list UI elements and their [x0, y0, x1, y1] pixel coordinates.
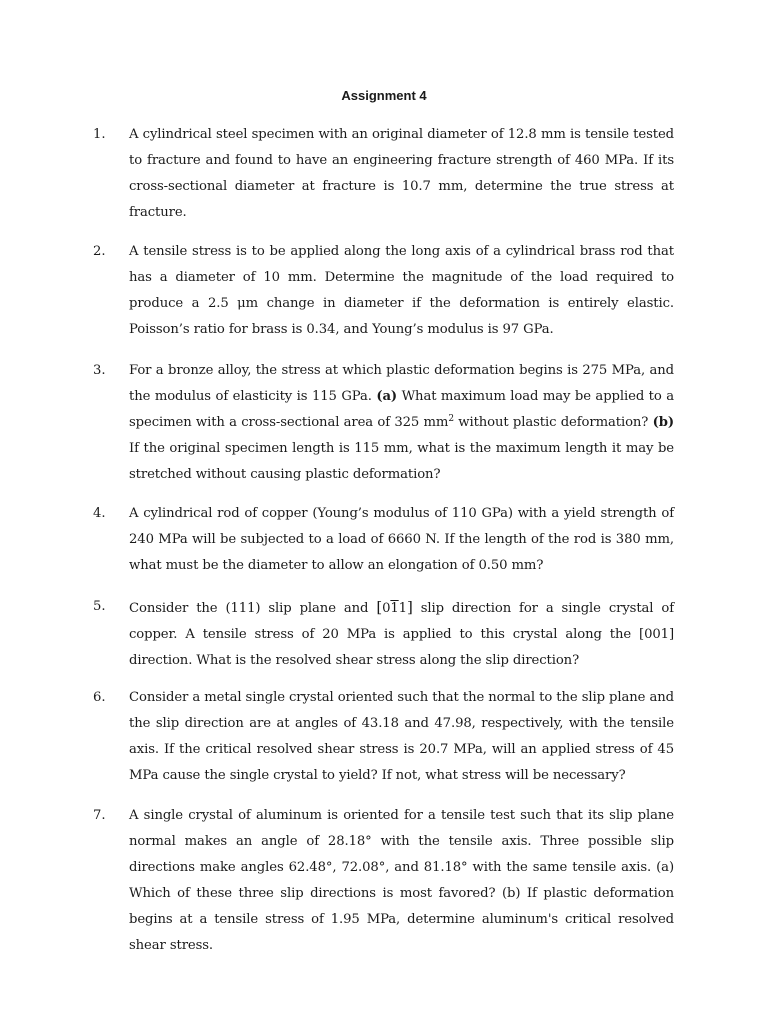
question-text: A cylindrical rod of copper (Young’s modulus of 110 GPa) with a yield strength of 240 MPa will be subjected to a load of 6660 N. If the length of the rod is 380 mm, what must be the diameter to allow an elongation of 0.50 mm?	[129, 506, 674, 573]
question-number: 5.	[93, 599, 106, 614]
page-title: Assignment 4	[341, 88, 427, 103]
micrometer-unit: μm	[237, 296, 259, 311]
question-text: Consider the (111) slip plane and [011] slip direction for a single crystal of copper. A tensile stress of 20 MPa is applied to this crystal along the [001] direction. What is the resolved shear stress along the slip direction?	[129, 598, 674, 668]
question-text: A tensile stress is to be applied along the long axis of a cylindrical brass rod that has a diameter of 10 mm. Determine the magnitude of the load required to produce a 2.5 μm change in diameter if the deformation is entirely elastic. Poisson’s ratio for brass is 0.34, and Young’s modulus is 97 GPa.	[129, 244, 674, 337]
part-b-label: (b)	[652, 415, 674, 430]
question-number: 2.	[93, 244, 106, 259]
question-text: A single crystal of aluminum is oriented for a tensile test such that its slip plane normal makes an angle of 28.18° with the tensile axis. Three possible slip directions make angles 62.48°, 72.08°, and 81.18° with the same tensile axis. (a) Which of these three slip directions is most favored? (b) If plastic deformation begins at a tensile stress of 1.95 MPa, determine aluminum's critical resolved shear stress.	[129, 808, 674, 953]
part-a-label: (a)	[376, 389, 398, 404]
question-text: A cylindrical steel specimen with an original diameter of 12.8 mm is tensile tested to fracture and found to have an engineering fracture strength of 460 MPa. If its cross-sectional diameter at fracture is 10.7 mm, determine the true stress at fracture.	[129, 127, 674, 220]
question-number: 6.	[93, 690, 106, 705]
question-number: 7.	[93, 808, 106, 823]
question-text: Consider a metal single crystal oriented such that the normal to the slip plane and the slip direction are at angles of 43.18 and 47.98, respectively, with the tensile axis. If the critical resolved shear stress is 20.7 MPa, will an applied stress of 45 MPa cause the single crystal to yield? If not, what stress will be necessary?	[129, 690, 674, 783]
question-number: 3.	[93, 363, 106, 378]
slip-direction-index: [011]	[376, 598, 413, 616]
question-number: 1.	[93, 127, 106, 142]
question-text: For a bronze alloy, the stress at which plastic deformation begins is 275 MPa, and the modulus of elasticity is 115 GPa. (a) What maximum load may be applied to a specimen with a cross-sectional area of 325 $mm^2$ without plastic deformation? (b) If the original specimen length is 115 mm, what is the maximum length it may be stretched without causing plastic deformation?	[129, 363, 674, 482]
superscript: 2	[448, 414, 454, 424]
question-number: 4.	[93, 506, 106, 521]
